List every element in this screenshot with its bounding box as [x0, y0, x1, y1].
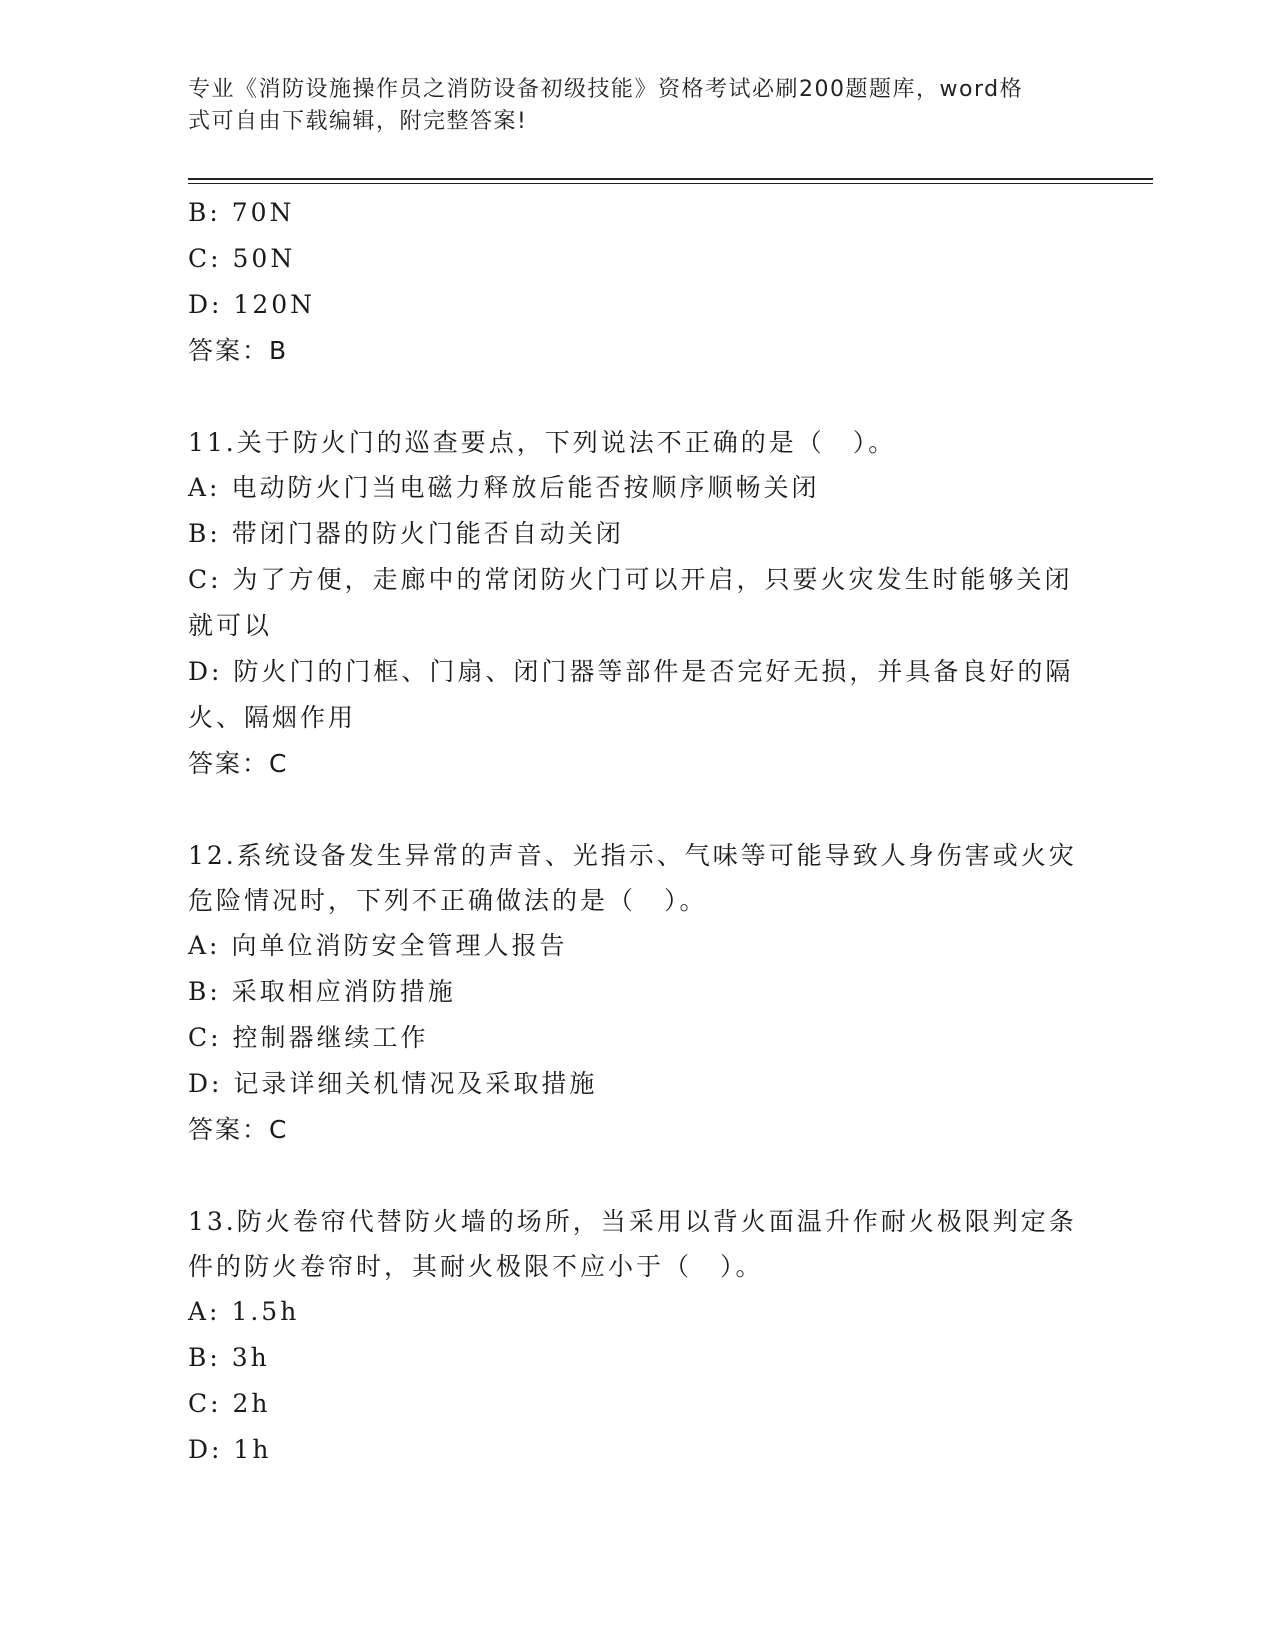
option-label: B: [188, 198, 221, 227]
option-text: 1h [233, 1435, 272, 1464]
option-label: D: [188, 290, 223, 319]
option-label: B: [188, 977, 221, 1006]
option-label: A: [188, 931, 221, 960]
option-c [188, 557, 1078, 649]
option-text: 记录详细关机情况及采取措施 [233, 1069, 598, 1098]
option-c [188, 236, 1078, 282]
option-text: 采取相应消防措施 [231, 977, 456, 1006]
answer-line: 答案：B [188, 336, 289, 365]
option-d [188, 1427, 1078, 1473]
option-label: B: [188, 519, 221, 548]
option-a [188, 923, 1078, 969]
option-a [188, 1289, 1078, 1335]
option-text: 2h [232, 1389, 271, 1418]
option-d [188, 282, 1078, 328]
spacer [188, 1153, 1078, 1199]
question-11 [188, 420, 1078, 787]
question-stem: 12.系统设备发生异常的声音、光指示、气味等可能导致人身伤害或火灾危险情况时，下列不正确做法的是（ ）。 [188, 841, 1077, 915]
option-label: C: [188, 244, 222, 273]
header-rule-thick [188, 178, 1153, 180]
previous-question-tail [188, 190, 1078, 374]
option-d [188, 649, 1078, 741]
spacer [188, 787, 1078, 833]
option-d [188, 1061, 1078, 1107]
option-label: C: [188, 1389, 222, 1418]
option-text: 3h [231, 1343, 270, 1372]
option-text: 1.5h [231, 1297, 300, 1326]
question-stem: 13.防火卷帘代替防火墙的场所，当采用以背火面温升作耐火极限判定条件的防火卷帘时，其耐火极限不应小于（ ）。 [188, 1207, 1077, 1281]
option-c [188, 1015, 1078, 1061]
option-b [188, 969, 1078, 1015]
answer-line: 答案：C [188, 1115, 289, 1144]
option-label: A: [188, 473, 221, 502]
answer-line: 答案：C [188, 749, 289, 778]
option-text: 120N [233, 290, 316, 319]
option-label: A: [188, 1297, 221, 1326]
option-text: 70N [231, 198, 295, 227]
header-rule-thin [188, 183, 1153, 184]
option-text: 50N [232, 244, 296, 273]
option-text: 控制器继续工作 [232, 1023, 429, 1052]
header-title-line-1: 专业《消防设施操作员之消防设备初级技能》资格考试必刷200题题库，word格 [188, 77, 1024, 102]
header-title-line-2: 式可自由下载编辑，附完整答案! [188, 109, 528, 134]
option-b [188, 190, 1078, 236]
question-content [188, 190, 1078, 1473]
question-13 [188, 1199, 1078, 1473]
question-stem: 11.关于防火门的巡查要点，下列说法不正确的是（ ）。 [188, 428, 897, 457]
option-label: D: [188, 1069, 223, 1098]
option-text: 防火门的门框、门扇、闭门器等部件是否完好无损，并具备良好的隔火、隔烟作用 [188, 657, 1074, 732]
option-label: D: [188, 1435, 223, 1464]
option-text: 电动防火门当电磁力释放后能否按顺序顺畅关闭 [231, 473, 820, 502]
option-label: C: [188, 565, 222, 594]
option-text: 向单位消防安全管理人报告 [231, 931, 568, 960]
option-label: D: [188, 657, 223, 686]
document-header [188, 74, 1068, 138]
option-b [188, 511, 1078, 557]
option-label: B: [188, 1343, 221, 1372]
question-12 [188, 833, 1078, 1153]
option-b [188, 1335, 1078, 1381]
option-text: 带闭门器的防火门能否自动关闭 [231, 519, 624, 548]
option-label: C: [188, 1023, 222, 1052]
option-c [188, 1381, 1078, 1427]
option-a [188, 465, 1078, 511]
spacer [188, 374, 1078, 420]
option-text: 为了方便，走廊中的常闭防火门可以开启，只要火灾发生时能够关闭就可以 [188, 565, 1073, 640]
